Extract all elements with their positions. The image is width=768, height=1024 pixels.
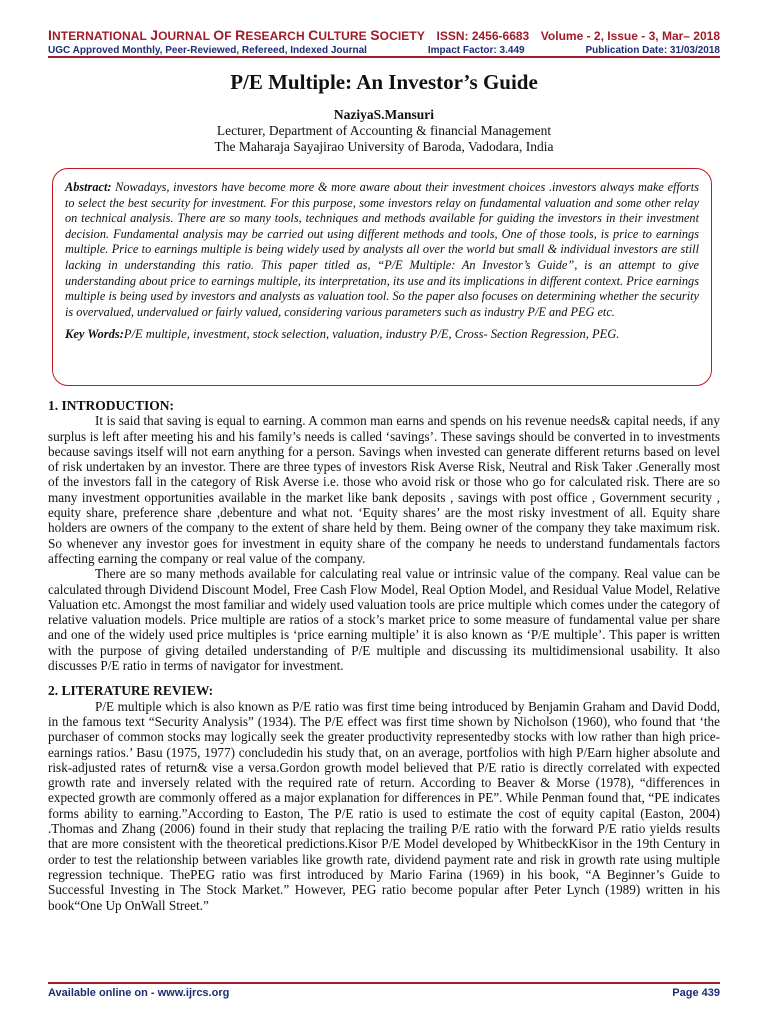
volume-issue: Volume - 2, Issue - 3, Mar– 2018 [540, 29, 720, 43]
publication-date: Publication Date: 31/03/2018 [585, 45, 720, 56]
journal-subtitle: UGC Approved Monthly, Peer-Reviewed, Refereed, Indexed Journal [48, 45, 367, 56]
journal-name-word: JOURNAL [150, 27, 210, 43]
author-affiliation-univ: The Maharaja Sayajirao University of Baroda, Vadodara, India [214, 139, 554, 154]
footer-website-link[interactable]: Available online on - www.ijrcs.org [48, 987, 230, 999]
page-footer [48, 987, 720, 999]
author-affiliation-dept: Lecturer, Department of Accounting & financial Management [216, 123, 552, 138]
journal-name-word: INTERNATIONAL [48, 27, 147, 43]
paper-body [48, 398, 720, 913]
header-divider [48, 56, 720, 58]
introduction-paragraph-1: It is said that saving is equal to earning. A common man earns and spends on his revenue needs& capital needs, if any surplus is left after meeting his and his family’s needs is called ‘savings’. These savings should be converted in to investments because savings itself will not earn anything for a person. Savings when invested can generate different returns based on level of risk undertaken by an investor. There are three types of investors Risk Averse Risk, Neutral and Risk Taker .Generally most of the investors fall in the category of Risk Averse i.e. those who avoid risk or those who go for calculated risk. There are so many investment opportunities available in the market like bank deposits , savings with post office , Government security , equity share, preference share ,debenture and what not. ‘Equity shares’ are the most risky investment of all. Equity share holders are owners of the company to the extent of share held by them. Being owner of the company they take maximum risk. So whenever any investor goes for investment in equity share of the company he needs to understand fundamentals factors affecting earning the company or real value of the company. [48, 413, 720, 566]
paper-title: P/E Multiple: An Investor’s Guide [230, 70, 538, 94]
abstract-body: Nowadays, investors have become more & more aware about their investment choices .investors always make efforts to select the best security for investment. For this purpose, some investors relay on fundamental valuation and some other relay on technical analysis. There are so many tools, techniques and methods available for guiding the investors in their investment decision. Fundamental analysis may be carried out using different methods and tools, One of those tools, is price to earnings multiple. Price to earnings multiple is being widely used by analysts all over the world but small & individual investors are still lacking in understanding this ratio. This paper titled as, “P/E Multiple: An Investor’s Guide”, is an attempt to give understanding about price to earnings multiple, its interpretation, its use and its implications in different context. Price earnings multiple is being used by investors and analysts as valuation tool. So the paper also focuses on determining whether the security is overvalued, undervalued or fairly valued, considering various parameters such as industry P/E and PEG etc. [65, 180, 700, 319]
introduction-paragraph-2: There are so many methods available for calculating real value or intrinsic value of the company. Real value can be calculated through Dividend Discount Model, Free Cash Flow Model, Real Option Model, and Residual Value Model, Relative Valuation etc. Amongst the most familiar and widely used valuation tools are price multiple which comes under the category of relative valuation models. Price multiple are ratios of a stock’s market price to some measure of fundamental value per share and one of the widely used price multiples is ‘price earning multiple’ it is also known as ‘P/E multiple’. This paper is written with the purpose of giving detailed understanding of P/E multiple and discussing its multidimensional usability. It also discusses P/E ratio in terms of navigator for investment. [48, 566, 720, 674]
keywords-label: Key Words: [65, 327, 124, 342]
page-number: Page 439 [672, 987, 720, 999]
keywords-list: P/E multiple, investment, stock selection, valuation, industry P/E, Cross- Section Regression, PEG. [123, 327, 620, 342]
journal-name [48, 27, 425, 43]
impact-factor: Impact Factor: 3.449 [427, 45, 525, 56]
section-heading-introduction: 1. INTRODUCTION: [48, 398, 175, 413]
issn: ISSN: 2456-6683 [436, 29, 530, 43]
keywords [65, 327, 699, 342]
journal-name-word: OF [213, 27, 232, 43]
journal-name-word: CULTURE [308, 27, 367, 43]
footer-divider [48, 982, 720, 984]
abstract-box [52, 168, 712, 386]
abstract [65, 180, 699, 320]
abstract-label: Abstract: [65, 180, 112, 194]
journal-header [48, 27, 720, 56]
journal-name-word: RESEARCH [235, 27, 305, 43]
literature-review-paragraph-1: P/E multiple which is also known as P/E ratio was first time being introduced by Benjamin Graham and David Dodd, in the famous text “Security Analysis” (1934). The P/E effect was first time shown by Nicholson (1960), who found that ‘the purchaser of common stocks may logically seek the greater productivity representedby stocks with low rather than high price-earnings ratios.’ Basu (1975, 1977) concludedin his study that, on an average, portfolios with high P/Earn higher absolute and risk-adjusted rates of return& vise a versa.Gordon growth model believed that P/E ratio is directly correlated with expected growth rate and inversely related with the required rate of return. According to Beaver & Morse (1978), “differences in expected growth are commonly offered as a major explanation for differences in PE”. While Penman found that, “PE indicates forms ability to earning.”According to Easton, The P/E ratio is used to estimate the cost of equity capital (Easton, 2004) .Thomas and Zhang (2006) found in their study that replacing the trailing P/E ratio with the forward P/E ratio yields results that are more consistent with the theoretical predictions.Kisor P/E Model developed by WhitbeckKisor in the 19th Century in order to test the relationship between variables like growth rate, dividend payment rate and risk in growth rate using multiple regression technique. ThePEG ratio was first introduced by Mario Farina (1969) in his book, “A Beginner’s Guide to Successful Investing in The Stock Market.” However, PEG ratio become popular after Peter Lynch (1989) written in his book“One Up OnWall Street.” [48, 698, 720, 913]
journal-name-word: SOCIETY [370, 27, 425, 43]
section-heading-literature-review: 2. LITERATURE REVIEW: [48, 683, 214, 699]
author-block [48, 107, 720, 155]
author-name: NaziyaS.Mansuri [333, 107, 435, 122]
